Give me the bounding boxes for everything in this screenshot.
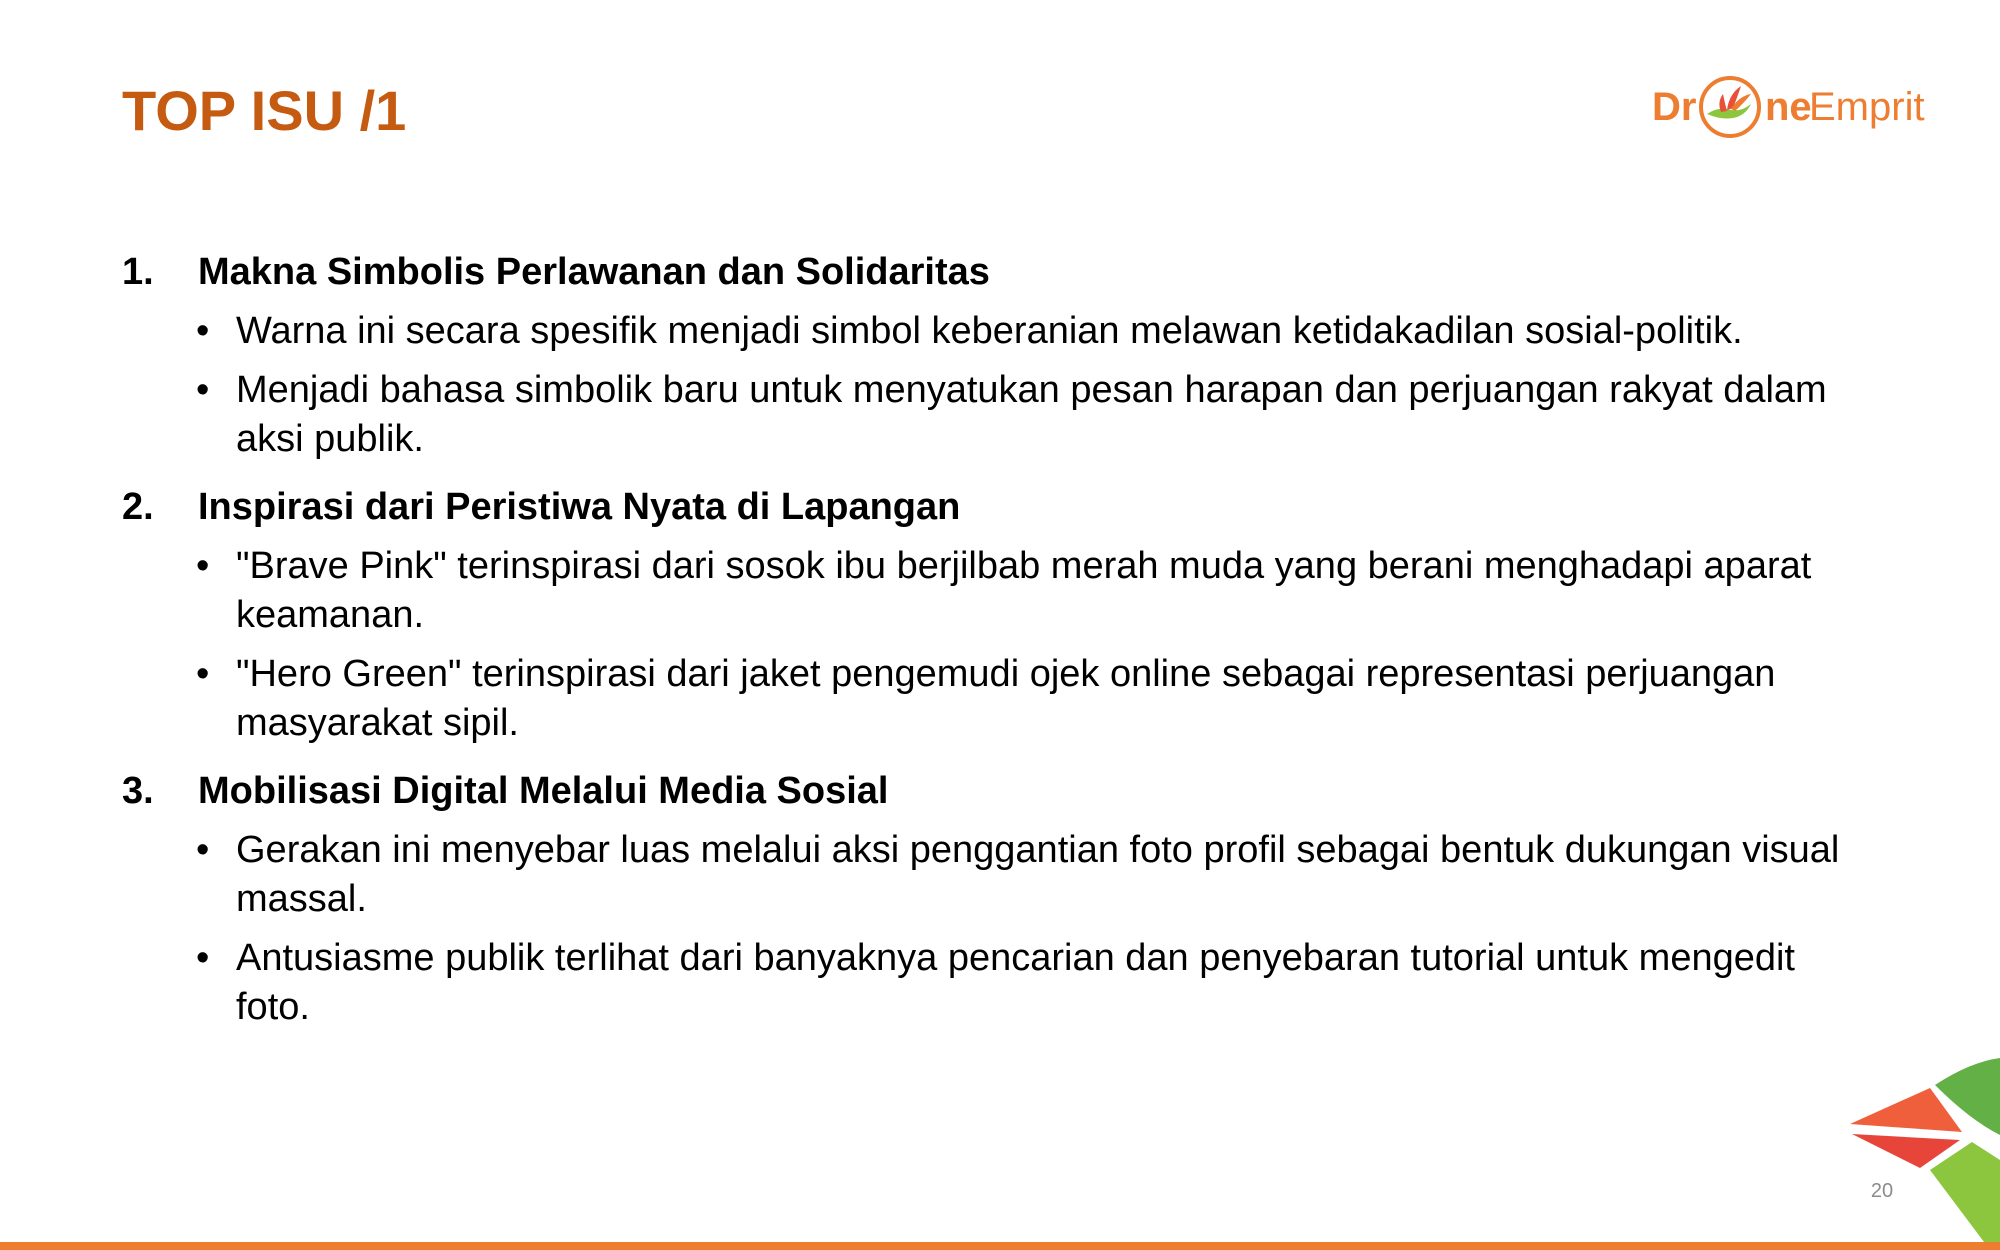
page-number: 20 xyxy=(1870,1180,1894,1202)
logo-text-dr: Dr xyxy=(1652,85,1697,129)
issue-heading-text: Mobilisasi Digital Melalui Media Sosial xyxy=(198,770,889,812)
issue-heading xyxy=(122,478,1862,536)
issue-number: 1. xyxy=(122,251,154,293)
issue-heading-text: Inspirasi dari Peristiwa Nyata di Lapangan xyxy=(198,486,961,528)
logo-text-emprit: Emprit xyxy=(1809,85,1925,129)
issue-bullet xyxy=(122,934,1862,1032)
issue-bullet xyxy=(122,826,1862,924)
issue-item xyxy=(122,243,1862,464)
drone-emprit-logo xyxy=(1650,72,1925,142)
issue-list xyxy=(122,243,1862,1046)
bullet-icon: • xyxy=(196,369,210,411)
issue-item xyxy=(122,478,1862,748)
bullet-text: "Brave Pink" terinspirasi dari sosok ibu berjilbab merah muda yang berani menghadapi aparat keamanan. xyxy=(236,545,1812,636)
slide-title: TOP ISU /1 xyxy=(122,79,407,142)
issue-bullet xyxy=(122,650,1862,748)
bullet-text: Gerakan ini menyebar luas melalui aksi penggantian foto profil sebagai bentuk dukungan visual massal. xyxy=(236,829,1840,920)
issue-bullet xyxy=(122,307,1862,356)
bullet-text: Menjadi bahasa simbolik baru untuk menyatukan pesan harapan dan perjuangan rakyat dalam aksi publik. xyxy=(236,369,1827,460)
bullet-icon: • xyxy=(196,545,210,587)
bullet-icon: • xyxy=(196,310,210,352)
bullet-icon: • xyxy=(196,937,210,979)
issue-number: 3. xyxy=(122,770,154,812)
bird-circle-icon xyxy=(1697,74,1763,140)
logo-text-ne: ne xyxy=(1765,85,1812,129)
issue-number: 2. xyxy=(122,486,154,528)
bullet-text: Antusiasme publik terlihat dari banyaknya pencarian dan penyebaran tutorial untuk mengedit foto. xyxy=(236,937,1795,1028)
bullet-text: "Hero Green" terinspirasi dari jaket pengemudi ojek online sebagai representasi perjuangan masyarakat sipil. xyxy=(236,653,1776,744)
issue-heading-text: Makna Simbolis Perlawanan dan Solidaritas xyxy=(198,251,990,293)
bottom-accent-bar xyxy=(0,1242,2000,1250)
bullet-text: Warna ini secara spesifik menjadi simbol keberanian melawan ketidakadilan sosial-politik. xyxy=(236,310,1743,352)
issue-bullet xyxy=(122,366,1862,464)
corner-decoration-icon xyxy=(1840,1050,2000,1250)
issue-heading xyxy=(122,762,1862,820)
issue-item xyxy=(122,762,1862,1032)
bullet-icon: • xyxy=(196,829,210,871)
issue-bullet xyxy=(122,542,1862,640)
issue-heading xyxy=(122,243,1862,301)
bullet-icon: • xyxy=(196,653,210,695)
